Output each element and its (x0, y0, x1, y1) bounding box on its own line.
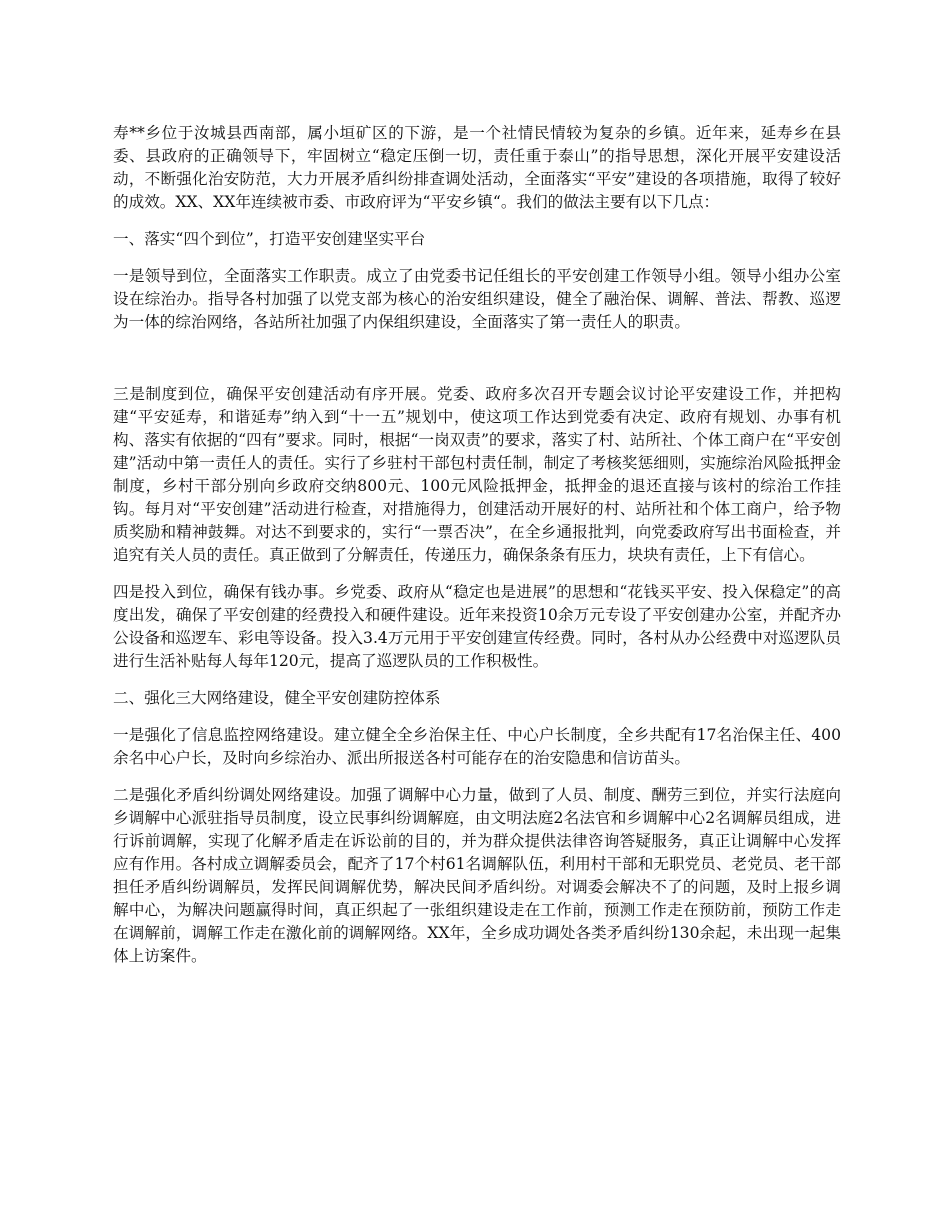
paragraph-leadership: 一是领导到位，全面落实工作职责。成立了由党委书记任组长的平安创建工作领导小组。领导小组办公室设在综治办。指导各村加强了以党支部为核心的治安组织建设，健全了融治保、调解、普法、帮教、巡逻为一体的综治网络，各站所社加强了内保组织建设，全面落实了第一责任人的职责。 (113, 267, 841, 331)
paragraph-monitoring: 一是强化了信息监控网络建设。建立健全全乡治保主任、中心户长制度，全乡共配有17名治保主任、400余名中心户长，及时向乡综治办、派出所报送各村可能存在的治安隐患和信访苗头。 (113, 726, 841, 767)
blank-gap (113, 348, 841, 383)
intro-paragraph: 寿**乡位于汝城县西南部，属小垣矿区的下游，是一个社情民情较为复杂的乡镇。近年来，延寿乡在县委、县政府的正确领导下，牢固树立“稳定压倒一切，责任重于泰山”的指导思想，深化开展平安建设活动，不断强化治安防范，大力开展矛盾纠纷排查调处活动，全面落实“平安”建设的各项措施，取得了较好的成效。XX、XX年连续被市委、市政府评为“平安乡镇“。我们的做法主要有以下几点： (113, 124, 841, 211)
paragraph-system: 三是制度到位，确保平安创建活动有序开展。党委、政府多次召开专题会议讨论平安建设工作，并把构建“平安延寿，和谐延寿”纳入到“十一五”规划中，使这项工作达到党委有决定、政府有规划、办事有机构、落实有依据的“四有”要求。同时，根据“一岗双责”的要求，落实了村、站所社、个体工商户在“平安创建”活动中第一责任人的责任。实行了乡驻村干部包村责任制，制定了考核奖惩细则，实施综治风险抵押金制度，乡村干部分别向乡政府交纳800元、100元风险抵押金，抵押金的退还直接与该村的综治工作挂钩。每月对“平安创建”活动进行检查，对措施得力，创建活动开展好的村、站所社和个体工商户，给予物质奖励和精神鼓舞。对达不到要求的，实行“一票否决”，在全乡通报批判，向党委政府写出书面检查，并追究有关人员的责任。真正做到了分解责任，传递压力，确保条条有压力，块块有责任，上下有信心。 (113, 385, 841, 564)
paragraph-investment: 四是投入到位，确保有钱办事。乡党委、政府从“稳定也是进展”的思想和“花钱买平安、投入保稳定”的高度出发，确保了平安创建的经费投入和硬件建设。近年来投资10余万元专设了平安创建办公室，并配齐办公设备和巡逻车、彩电等设备。投入3.4万元用于平安创建宣传经费。同时，各村从办公经费中对巡逻队员进行生活补贴每人每年120元，提高了巡逻队员的工作积极性。 (113, 583, 841, 670)
section-heading-2: 二、强化三大网络建设，健全平安创建防控体系 (113, 689, 441, 707)
paragraph-mediation: 二是强化矛盾纠纷调处网络建设。加强了调解中心力量，做到了人员、制度、酬劳三到位，并实行法庭向乡调解中心派驻指导员制度，设立民事纠纷调解庭，由文明法庭2名法官和乡调解中心2名调解员组成，进行诉前调解，实现了化解矛盾走在诉讼前的目的，并为群众提供法律咨询答疑服务，真正让调解中心发挥应有作用。各村成立调解委员会，配齐了17个村61名调解队伍，利用村干部和无职党员、老党员、老干部担任矛盾纠纷调解员，发挥民间调解优势，解决民间矛盾纠纷。对调委会解决不了的问题，及时上报乡调解中心，为解决问题赢得时间，真正织起了一张组织建设走在工作前，预测工作走在预防前，预防工作走在调解前，调解工作走在激化前的调解网络。XX年，全乡成功调处各类矛盾纠纷130余起，未出现一起集体上访案件。 (113, 786, 841, 965)
document-body (113, 122, 841, 982)
section-heading-1: 一、落实“四个到位”，打造平安创建坚实平台 (113, 230, 426, 248)
